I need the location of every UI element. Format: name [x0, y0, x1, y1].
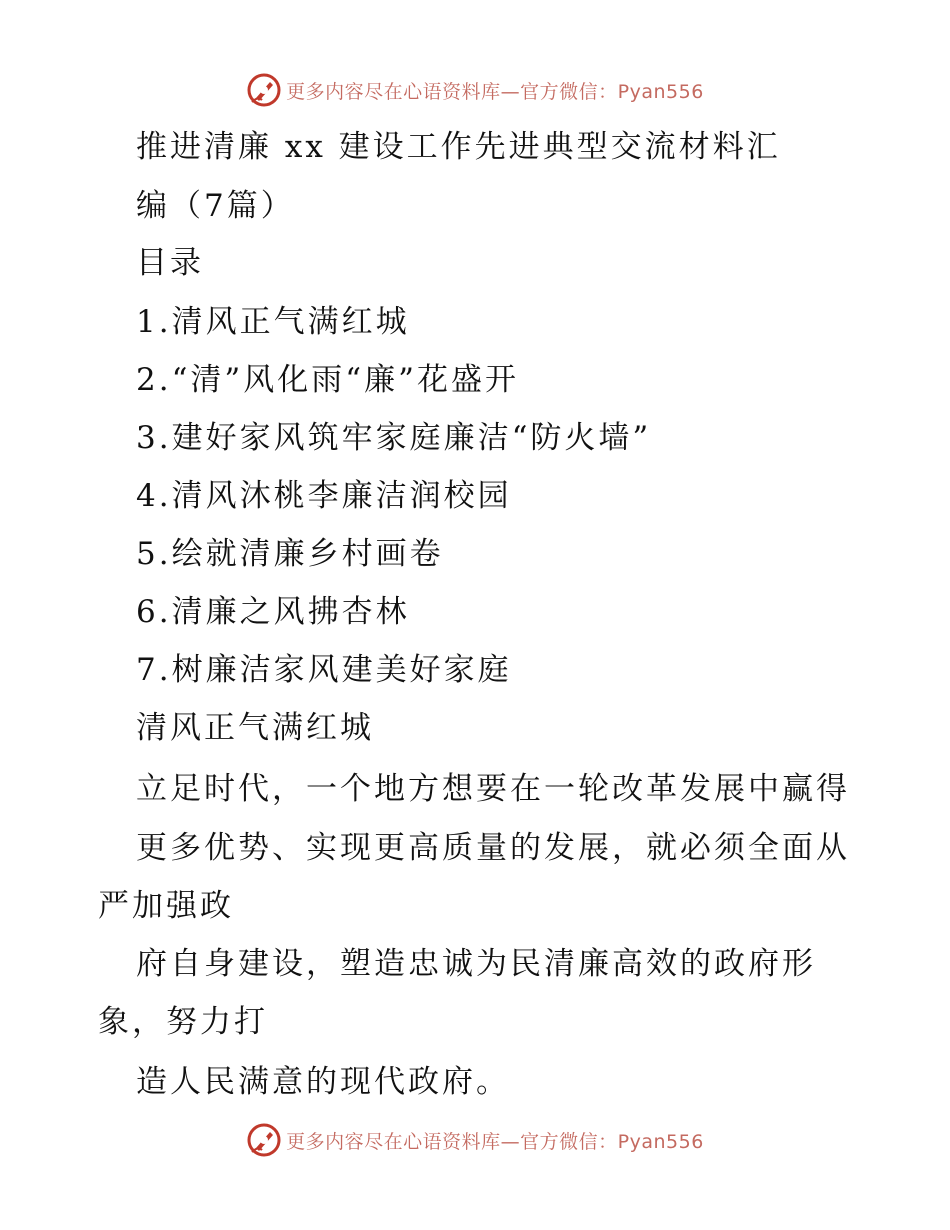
- document-title-line-1: 推进清廉 xx 建设工作先进典型交流材料汇: [136, 129, 781, 165]
- document-title-line-2: 编（7篇）: [136, 188, 295, 224]
- body-paragraph-line: 更多优势、实现更高质量的发展，就必须全面从: [136, 830, 850, 866]
- watermark-text: 更多内容尽在心语资料库—官方微信：Pyan556: [286, 80, 704, 103]
- pen-logo-icon: [246, 1122, 282, 1158]
- body-paragraph-line: 造人民满意的现代政府。: [136, 1064, 510, 1100]
- section-heading: 清风正气满红城: [136, 710, 374, 746]
- watermark-header: [0, 70, 950, 110]
- body-paragraph-line: 严加强政: [98, 888, 234, 924]
- body-paragraph-line: 府自身建设，塑造忠诚为民清廉高效的政府形: [136, 946, 816, 982]
- body-paragraph-line: 立足时代，一个地方想要在一轮改革发展中赢得: [136, 771, 850, 807]
- toc-item: 1.清风正气满红城: [136, 304, 410, 340]
- toc-heading: 目录: [136, 245, 204, 281]
- watermark-text: 更多内容尽在心语资料库—官方微信：Pyan556: [286, 1130, 704, 1153]
- toc-item: 6.清廉之风拂杏林: [136, 594, 410, 630]
- pen-logo-icon: [246, 72, 282, 108]
- toc-item: 5.绘就清廉乡村画卷: [136, 536, 444, 572]
- body-paragraph-line: 象，努力打: [98, 1004, 268, 1040]
- toc-item: 2.“清”风化雨“廉”花盛开: [136, 362, 519, 398]
- toc-item: 7.树廉洁家风建美好家庭: [136, 652, 512, 688]
- watermark-footer: [0, 1120, 950, 1160]
- toc-item: 3.建好家风筑牢家庭廉洁“防火墙”: [136, 420, 652, 456]
- toc-item: 4.清风沐桃李廉洁润校园: [136, 478, 512, 514]
